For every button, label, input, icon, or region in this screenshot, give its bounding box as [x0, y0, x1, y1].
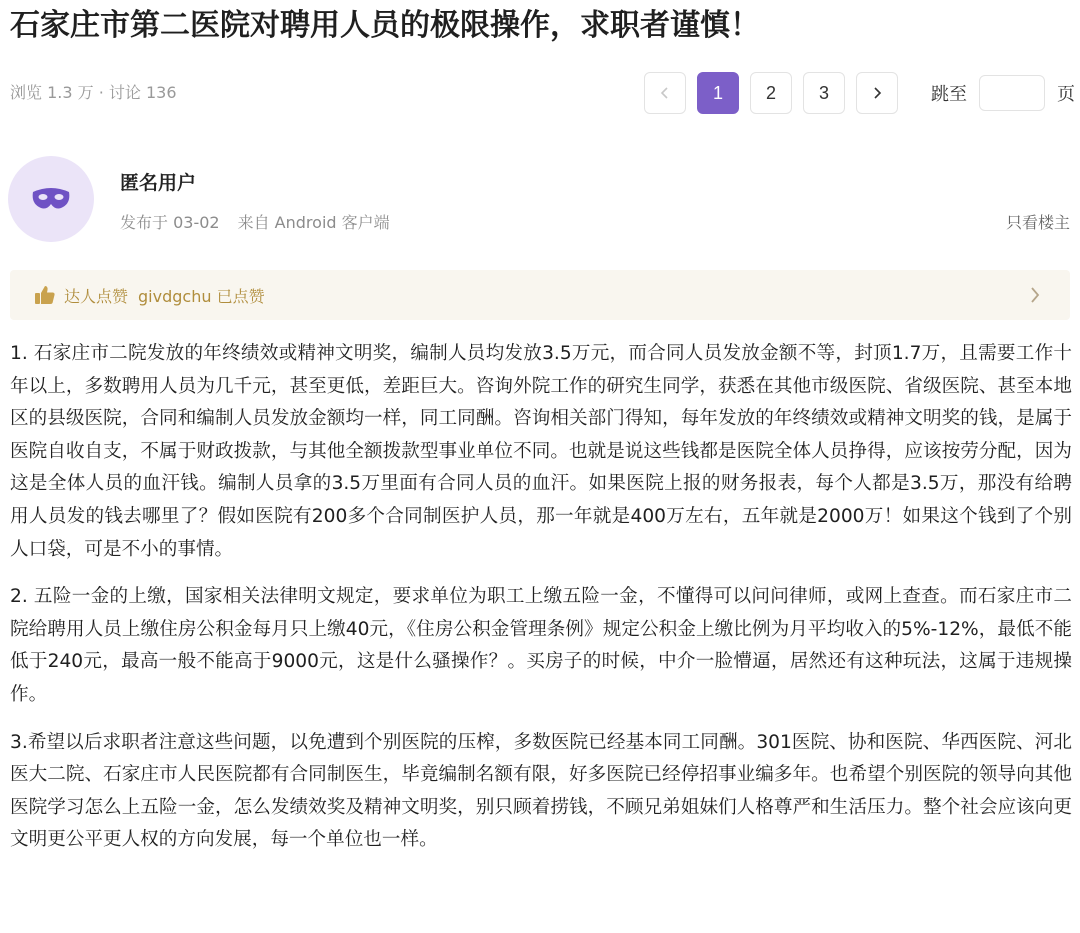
- content-paragraph: 2. 五险一金的上缴，国家相关法律明文规定，要求单位为职工上缴五险一金，不懂得可以问问律师，或网上查查。而石家庄市二院给聘用人员上缴住房公积金每月只上缴40元，《住房公积金管理条例》规定公积金上缴比例为月平均收入的5%-12%，最低不能低于240元，最高一般不能高于9000元，这是什么骚操作？。买房子的时候，中介一脸懵逼，居然还有这种玩法，这属于违规操作。: [10, 586, 1072, 705]
- like-bar-label: 达人点赞: [64, 286, 129, 306]
- expert-like-bar[interactable]: [10, 270, 1070, 320]
- prev-page-button[interactable]: [644, 72, 686, 114]
- page-button-2[interactable]: 2: [750, 72, 792, 114]
- post-content: [10, 338, 1072, 857]
- post-title: 石家庄市第二医院对聘用人员的极限操作，求职者谨慎！: [10, 8, 760, 43]
- jump-unit: 页: [1057, 84, 1075, 105]
- pagination: [644, 72, 1075, 114]
- publish-date: 发布于 03-02: [120, 213, 220, 232]
- chevron-right-icon: [870, 86, 884, 100]
- content-paragraph: 1. 石家庄市二院发放的年终绩效或精神文明奖，编制人员均发放3.5万元，而合同人员发放金额不等，封顶1.7万，且需要工作十年以上，多数聘用人员为几千元，甚至更低，差距巨大。咨询外院工作的研究生同学，获悉在其他市级医院、省级医院、甚至本地区的县级医院，合同和编制人员发放金额均一样，同工同酬。咨询相关部门得知，每年发放的年终绩效或精神文明奖的钱，是属于医院自收自支，不属于财政拨款，与其他全额拨款型事业单位不同。也就是说这些钱都是医院全体人员挣得，应该按劳分配，因为这是全体人员的血汗钱。编制人员拿的3.5万里面有合同人员的血汗。如果医院上报的财务报表，每个人都是3.5万，那没有给聘用人员发的钱去哪里了？假如医院有200多个合同制医护人员，那一年就是400万左右，五年就是2000万！如果这个钱到了个别人口袋，可是不小的事情。: [10, 343, 1072, 560]
- jump-page-input[interactable]: [979, 75, 1045, 111]
- anonymous-mask-icon: [31, 186, 71, 212]
- chevron-right-icon: [1028, 285, 1042, 305]
- like-bar-text: givdgchu 已点赞: [138, 286, 265, 306]
- page-button-1[interactable]: 1: [697, 72, 739, 114]
- post-source: 来自 Android 客户端: [237, 213, 390, 232]
- next-page-button[interactable]: [856, 72, 898, 114]
- post-stats: 浏览 1.3 万 · 讨论 136: [10, 83, 177, 102]
- thumbs-up-icon: [34, 284, 56, 306]
- chevron-left-icon: [658, 86, 672, 100]
- content-paragraph: 3.希望以后求职者注意这些问题，以免遭到个别医院的压榨，多数医院已经基本同工同酬。301医院、协和医院、华西医院、河北医大二院、石家庄市人民医院都有合同制医生，毕竟编制名额有限，好多医院已经停招事业编多年。也希望个别医院的领导向其他医院学习怎么上五险一金，怎么发绩效奖及精神文明奖，别只顾着捞钱，不顾兄弟姐妹们人格尊严和生活压力。整个社会应该向更文明更公平更人权的方向发展，每一个单位也一样。: [10, 731, 1072, 851]
- author-name[interactable]: 匿名用户: [120, 172, 197, 194]
- post-meta: [120, 212, 390, 234]
- page-button-3[interactable]: 3: [803, 72, 845, 114]
- only-op-button[interactable]: 只看楼主: [1005, 213, 1070, 232]
- jump-label: 跳至: [931, 84, 967, 105]
- avatar[interactable]: [8, 156, 94, 242]
